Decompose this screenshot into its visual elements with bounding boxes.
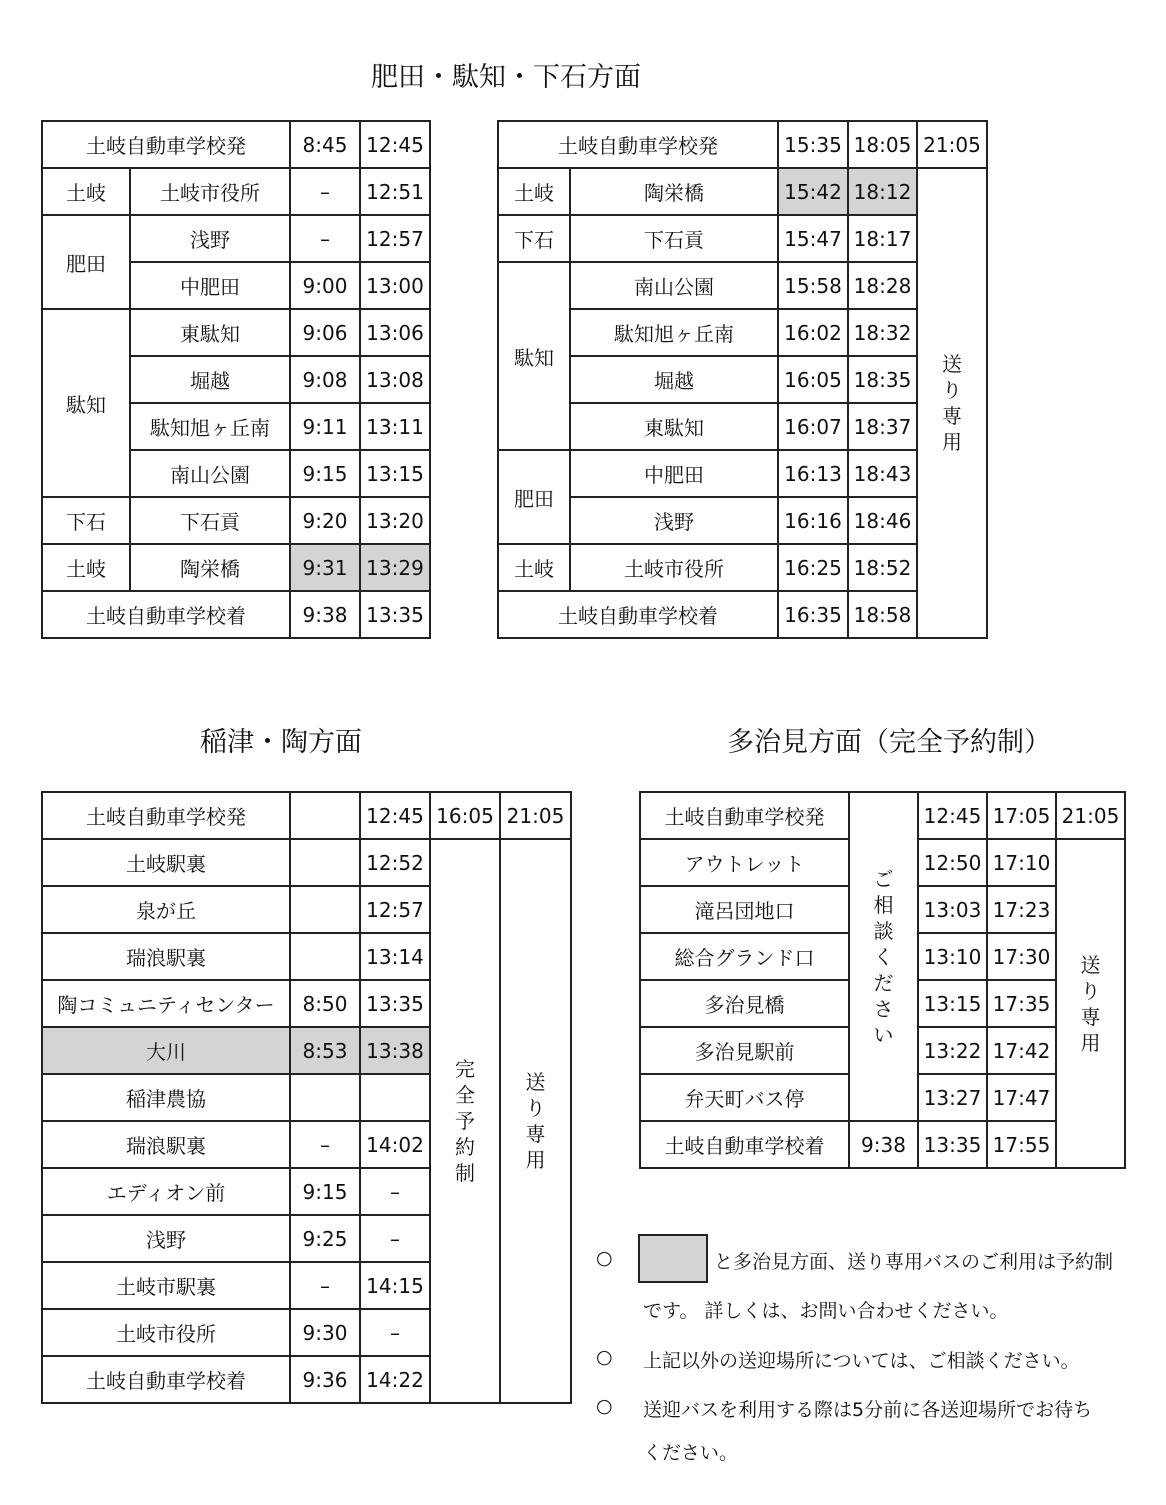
time-cell: 12:51 bbox=[360, 168, 430, 215]
time-cell: 18:37 bbox=[848, 403, 917, 450]
stop-name: アウトレット bbox=[640, 839, 849, 886]
section-title-inazu: 稲津・陶方面 bbox=[200, 727, 362, 758]
time-cell: 17:42 bbox=[987, 1027, 1056, 1074]
time-cell: 9:15 bbox=[290, 450, 360, 497]
stop-name: 堀越 bbox=[570, 356, 778, 403]
table-row bbox=[498, 121, 987, 168]
time-cell: 17:10 bbox=[987, 839, 1056, 886]
reserved-time-cell: 9:31 bbox=[290, 544, 360, 591]
time-cell bbox=[290, 886, 360, 933]
time-cell: 13:35 bbox=[360, 980, 430, 1027]
arrival-label: 土岐自動車学校着 bbox=[42, 591, 290, 638]
time-cell: 21:05 bbox=[500, 792, 571, 839]
time-cell: 13:20 bbox=[360, 497, 430, 544]
time-cell: 18:52 bbox=[848, 544, 917, 591]
time-cell: 18:43 bbox=[848, 450, 917, 497]
area-label: 土岐 bbox=[42, 168, 130, 215]
time-cell: 16:25 bbox=[778, 544, 848, 591]
time-cell: 12:45 bbox=[360, 121, 430, 168]
departure-label: 土岐自動車学校発 bbox=[42, 121, 290, 168]
reserved-time-cell: 18:12 bbox=[848, 168, 917, 215]
stop-name: 南山公園 bbox=[130, 450, 290, 497]
departure-label: 土岐自動車学校発 bbox=[498, 121, 778, 168]
stop-name: 多治見駅前 bbox=[640, 1027, 849, 1074]
stop-name: 陶コミュニティセンター bbox=[42, 980, 290, 1027]
table-row bbox=[42, 839, 571, 886]
time-cell: 18:32 bbox=[848, 309, 917, 356]
table-row bbox=[42, 792, 571, 839]
reservation-only-label: 完 全 予 約 制 bbox=[430, 839, 500, 1403]
consult-label: ご 相 談 く だ さ い bbox=[849, 792, 918, 1121]
stop-name: 駄知旭ヶ丘南 bbox=[570, 309, 778, 356]
note-other-locations: 上記以外の送迎場所については、ご相談ください。 bbox=[643, 1350, 1080, 1372]
area-label: 肥田 bbox=[42, 215, 130, 309]
stop-name: 東駄知 bbox=[130, 309, 290, 356]
time-cell: – bbox=[290, 1262, 360, 1309]
table-row bbox=[640, 1121, 1125, 1168]
dropoff-only-label: 送 り 専 用 bbox=[1056, 839, 1125, 1168]
time-cell: 12:45 bbox=[918, 792, 987, 839]
highlight-legend-swatch bbox=[638, 1234, 708, 1283]
stop-name: 土岐市役所 bbox=[570, 544, 778, 591]
table-row bbox=[640, 792, 1125, 839]
stop-name: 陶栄橋 bbox=[570, 168, 778, 215]
arrival-label: 土岐自動車学校着 bbox=[42, 1356, 290, 1403]
arrival-label: 土岐自動車学校着 bbox=[640, 1121, 849, 1168]
reserved-time-cell: 8:53 bbox=[290, 1027, 360, 1074]
departure-label: 土岐自動車学校発 bbox=[42, 792, 290, 839]
time-cell: 13:35 bbox=[360, 591, 430, 638]
time-cell: 9:30 bbox=[290, 1309, 360, 1356]
stop-name: 下石貢 bbox=[130, 497, 290, 544]
time-cell: 17:23 bbox=[987, 886, 1056, 933]
time-cell: 9:20 bbox=[290, 497, 360, 544]
stop-name: 浅野 bbox=[570, 497, 778, 544]
table-row bbox=[498, 544, 987, 591]
stop-name: 下石貢 bbox=[570, 215, 778, 262]
time-cell: 9:08 bbox=[290, 356, 360, 403]
table-row bbox=[42, 591, 430, 638]
time-cell: 12:57 bbox=[360, 886, 430, 933]
time-cell: 17:55 bbox=[987, 1121, 1056, 1168]
time-cell: 18:05 bbox=[848, 121, 917, 168]
time-cell: 16:13 bbox=[778, 450, 848, 497]
dropoff-only-label: 送 り 専 用 bbox=[917, 168, 987, 638]
table-row bbox=[498, 168, 987, 215]
time-cell: 17:35 bbox=[987, 980, 1056, 1027]
table-row bbox=[498, 450, 987, 497]
timetable-inazu bbox=[41, 791, 572, 1404]
arrival-label: 土岐自動車学校着 bbox=[498, 591, 778, 638]
table-row bbox=[42, 215, 430, 262]
note-bullet: ○ bbox=[596, 1247, 613, 1269]
table-row bbox=[498, 591, 987, 638]
note-bullet: ○ bbox=[596, 1395, 613, 1417]
timetable-tajimi bbox=[639, 791, 1126, 1169]
table-row bbox=[42, 497, 430, 544]
time-cell: 12:52 bbox=[360, 839, 430, 886]
time-cell: 13:22 bbox=[918, 1027, 987, 1074]
area-label: 土岐 bbox=[498, 168, 570, 215]
stop-name: 南山公園 bbox=[570, 262, 778, 309]
time-cell: 21:05 bbox=[1056, 792, 1125, 839]
note-wait-line1: 送迎バスを利用する際は5分前に各送迎場所でお待ち bbox=[643, 1399, 1093, 1421]
time-cell: 17:47 bbox=[987, 1074, 1056, 1121]
stop-name: 瑞浪駅裏 bbox=[42, 933, 290, 980]
stop-name: 浅野 bbox=[130, 215, 290, 262]
time-cell: 17:05 bbox=[987, 792, 1056, 839]
stop-name: 堀越 bbox=[130, 356, 290, 403]
time-cell: 18:35 bbox=[848, 356, 917, 403]
time-cell: 13:00 bbox=[360, 262, 430, 309]
section-title-tajimi: 多治見方面（完全予約制） bbox=[727, 727, 1051, 758]
time-cell bbox=[290, 792, 360, 839]
stop-name: 中肥田 bbox=[130, 262, 290, 309]
time-cell: 16:02 bbox=[778, 309, 848, 356]
departure-label: 土岐自動車学校発 bbox=[640, 792, 849, 839]
table-row bbox=[42, 544, 430, 591]
note-reservation-line2: です。 詳しくは、お問い合わせください。 bbox=[643, 1300, 1009, 1322]
time-cell: – bbox=[290, 168, 360, 215]
reserved-time-cell: 15:42 bbox=[778, 168, 848, 215]
time-cell: 13:15 bbox=[360, 450, 430, 497]
area-label: 肥田 bbox=[498, 450, 570, 544]
time-cell: – bbox=[360, 1168, 430, 1215]
time-cell: 18:17 bbox=[848, 215, 917, 262]
time-cell: 12:50 bbox=[918, 839, 987, 886]
stop-name: 多治見橋 bbox=[640, 980, 849, 1027]
time-cell: 13:11 bbox=[360, 403, 430, 450]
stop-name: 土岐市駅裏 bbox=[42, 1262, 290, 1309]
time-cell: 13:27 bbox=[918, 1074, 987, 1121]
time-cell: 13:06 bbox=[360, 309, 430, 356]
time-cell: 9:06 bbox=[290, 309, 360, 356]
stop-name: 滝呂団地口 bbox=[640, 886, 849, 933]
time-cell: 9:38 bbox=[849, 1121, 918, 1168]
time-cell bbox=[290, 839, 360, 886]
table-row bbox=[498, 215, 987, 262]
stop-name: 弁天町バス停 bbox=[640, 1074, 849, 1121]
time-cell: 8:50 bbox=[290, 980, 360, 1027]
time-cell: – bbox=[290, 215, 360, 262]
table-row bbox=[498, 497, 987, 544]
time-cell: 21:05 bbox=[917, 121, 987, 168]
time-cell: 16:05 bbox=[778, 356, 848, 403]
stop-name: 陶栄橋 bbox=[130, 544, 290, 591]
stop-name: 泉が丘 bbox=[42, 886, 290, 933]
time-cell: 9:36 bbox=[290, 1356, 360, 1403]
area-label: 駄知 bbox=[498, 262, 570, 450]
stop-name: 東駄知 bbox=[570, 403, 778, 450]
time-cell: 16:16 bbox=[778, 497, 848, 544]
section-title-hida: 肥田・駄知・下石方面 bbox=[371, 62, 641, 93]
stop-name: 稲津農協 bbox=[42, 1074, 290, 1121]
table-row bbox=[42, 168, 430, 215]
stop-name: 駄知旭ヶ丘南 bbox=[130, 403, 290, 450]
time-cell: 9:15 bbox=[290, 1168, 360, 1215]
time-cell: 9:38 bbox=[290, 591, 360, 638]
time-cell: 13:15 bbox=[918, 980, 987, 1027]
table-row bbox=[42, 121, 430, 168]
stop-name: 総合グランド口 bbox=[640, 933, 849, 980]
time-cell: 17:30 bbox=[987, 933, 1056, 980]
table-row bbox=[498, 262, 987, 309]
time-cell: 13:03 bbox=[918, 886, 987, 933]
time-cell: 8:45 bbox=[290, 121, 360, 168]
area-label: 土岐 bbox=[42, 544, 130, 591]
time-cell: 13:35 bbox=[918, 1121, 987, 1168]
time-cell: 13:08 bbox=[360, 356, 430, 403]
stop-name: 瑞浪駅裏 bbox=[42, 1121, 290, 1168]
dropoff-only-label: 送 り 専 用 bbox=[500, 839, 571, 1403]
time-cell: 14:22 bbox=[360, 1356, 430, 1403]
time-cell: 18:46 bbox=[848, 497, 917, 544]
time-cell: 15:47 bbox=[778, 215, 848, 262]
area-label: 下石 bbox=[42, 497, 130, 544]
time-cell: 14:15 bbox=[360, 1262, 430, 1309]
table-row bbox=[498, 309, 987, 356]
time-cell: 16:35 bbox=[778, 591, 848, 638]
time-cell: – bbox=[290, 1121, 360, 1168]
area-label: 土岐 bbox=[498, 544, 570, 591]
table-row bbox=[498, 356, 987, 403]
time-cell: 9:00 bbox=[290, 262, 360, 309]
stop-name: 浅野 bbox=[42, 1215, 290, 1262]
time-cell: 12:45 bbox=[360, 792, 430, 839]
stop-name: 土岐駅裏 bbox=[42, 839, 290, 886]
stop-name: 土岐市役所 bbox=[130, 168, 290, 215]
time-cell: 9:11 bbox=[290, 403, 360, 450]
time-cell bbox=[290, 1074, 360, 1121]
reserved-time-cell: 13:29 bbox=[360, 544, 430, 591]
time-cell: 15:35 bbox=[778, 121, 848, 168]
table-row bbox=[498, 403, 987, 450]
stop-name: 大川 bbox=[42, 1027, 290, 1074]
time-cell: 16:05 bbox=[430, 792, 500, 839]
table-row bbox=[42, 309, 430, 356]
stop-name: 中肥田 bbox=[570, 450, 778, 497]
time-cell: – bbox=[360, 1309, 430, 1356]
stop-name: エディオン前 bbox=[42, 1168, 290, 1215]
note-bullet: ○ bbox=[596, 1346, 613, 1368]
note-reservation-line1: と多治見方面、送り専用バスのご利用は予約制 bbox=[714, 1251, 1114, 1273]
time-cell bbox=[290, 933, 360, 980]
time-cell bbox=[360, 1074, 430, 1121]
reserved-time-cell: 13:38 bbox=[360, 1027, 430, 1074]
area-label: 駄知 bbox=[42, 309, 130, 497]
stop-name: 土岐市役所 bbox=[42, 1309, 290, 1356]
time-cell: – bbox=[360, 1215, 430, 1262]
timetable-hida-evening bbox=[497, 120, 988, 639]
timetable-hida-morning bbox=[41, 120, 431, 639]
time-cell: 13:14 bbox=[360, 933, 430, 980]
area-label: 下石 bbox=[498, 215, 570, 262]
time-cell: 12:57 bbox=[360, 215, 430, 262]
note-wait-line2: ください。 bbox=[643, 1442, 739, 1464]
time-cell: 13:10 bbox=[918, 933, 987, 980]
time-cell: 15:58 bbox=[778, 262, 848, 309]
time-cell: 14:02 bbox=[360, 1121, 430, 1168]
time-cell: 16:07 bbox=[778, 403, 848, 450]
time-cell: 18:28 bbox=[848, 262, 917, 309]
time-cell: 18:58 bbox=[848, 591, 917, 638]
time-cell: 9:25 bbox=[290, 1215, 360, 1262]
